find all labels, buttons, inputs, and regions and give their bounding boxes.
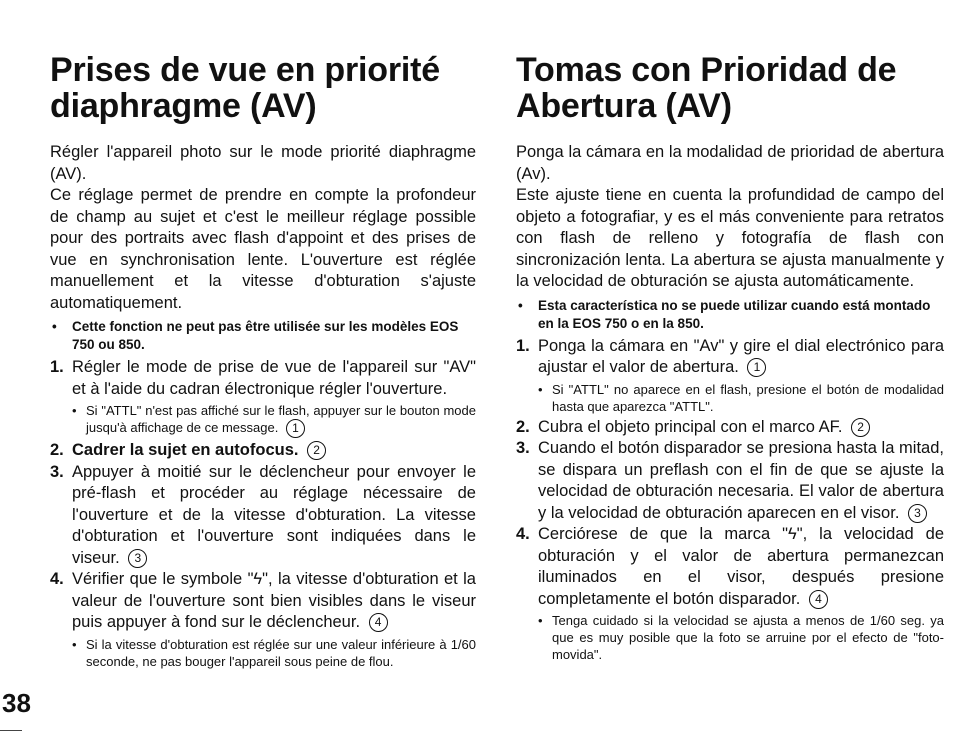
sub-text: Si la vitesse d'obturation est réglée sur une valeur inférieure à 1/60 seconde, ne pas bouger l'appareil sous peine de flou. (86, 636, 476, 669)
french-note-text: Cette fonction ne peut pas être utilisée sur les modèles EOS 750 ou 850. (72, 319, 459, 352)
french-intro: Régler l'appareil photo sur le mode priorité diaphragme (AV). (50, 143, 476, 183)
french-title-line1: Prises de vue en priorité (50, 51, 440, 89)
circled-number-icon: 3 (908, 504, 927, 523)
spanish-step-1-sub (516, 381, 944, 415)
circled-number-icon: 1 (747, 358, 766, 377)
bottom-rule (0, 730, 22, 731)
step-text: Appuyer à moitié sur le déclencheur pour envoyer le pré-flash et procéder au réglage nécessaire de l'ouverture et de la vitesse d'obturation. La vitesse d'obturation et l'ouverture sont indiquées dans le viseur. (72, 462, 476, 567)
french-title (50, 52, 476, 124)
circled-number-icon: 2 (851, 418, 870, 437)
french-step-4 (50, 569, 476, 634)
step-text: Cerciórese de que la marca "ϟ", la velocidad de obturación y el valor de abertura permanezcan iluminados en el visor, después presione completamente el botón disparador. (538, 525, 944, 608)
french-step-1-sub (50, 402, 476, 438)
spanish-note-text: Esta característica no se puede utilizar cuando está montado en la EOS 750 o en la 850. (538, 297, 931, 331)
step-text: Cubra el objeto principal con el marco AF. (538, 417, 843, 436)
spanish-step-4-sub (516, 612, 944, 663)
step-text: Cadrer la sujet en autofocus. (72, 441, 299, 460)
spanish-title-line1: Tomas con Prioridad de (516, 51, 897, 89)
spanish-column (516, 52, 944, 665)
spanish-note (516, 297, 944, 333)
sub-text: Si "ATTL" n'est pas affiché sur le flash, appuyer sur le bouton mode jusqu'à affichage de ce message. (86, 403, 476, 435)
step-number: 4. (50, 570, 64, 589)
bullet-icon: • (72, 636, 77, 652)
step-text: Vérifier que le symbole "ϟ", la vitesse d'obturation et la valeur de l'ouverture sont bien visibles dans le viseur puis appuyer à fond sur le déclencheur. (72, 570, 476, 632)
spanish-step-1 (516, 336, 944, 379)
bullet-icon: • (518, 297, 523, 313)
page-number: 38 (2, 688, 31, 718)
bullet-icon: • (538, 381, 543, 397)
french-paragraph: Ce réglage permet de prendre en compte la profondeur de champ au sujet et c'est le meilleur réglage possible pour des portraits avec flash d'appoint et des prises de vue en synchronisation lente. L'ouverture est réglée manuellement et la vitesse d'obturation s'ajuste automatiquement. (50, 186, 476, 312)
step-number: 1. (516, 336, 530, 355)
french-step-1 (50, 357, 476, 400)
step-number: 2. (50, 441, 64, 460)
sub-text: Tenga cuidado si la velocidad se ajusta a menos de 1/60 seg. ya que es muy posible que la foto se arruine por el efecto de "foto-movida". (552, 613, 944, 662)
circled-number-icon: 3 (128, 549, 147, 568)
circled-number-icon: 1 (286, 419, 305, 438)
spanish-intro: Ponga la cámara en la modalidad de prioridad de abertura (Av). (516, 143, 944, 183)
french-step-2 (50, 440, 476, 462)
step-text: Ponga la cámara en "Av" y gire el dial electrónico para ajustar el valor de abertura. (538, 336, 944, 376)
step-number: 1. (50, 358, 64, 376)
french-step-4-sub (50, 636, 476, 670)
spanish-title-line2: Abertura (AV) (516, 87, 732, 125)
spanish-title (516, 52, 944, 124)
bullet-icon: • (72, 403, 77, 418)
sub-text: Si "ATTL" no aparece en el flash, presione el botón de modalidad hasta que aparezca "ATTL". (552, 381, 944, 414)
step-number: 3. (516, 439, 530, 457)
step-text: Cuando el botón disparador se presiona hasta la mitad, se dispara un preflash con el fin de que se ajuste la velocidad de obturación necesaria. El valor de abertura y la velocidad de obturación aparecen en el visor. (538, 439, 944, 522)
french-column (50, 52, 476, 672)
spanish-paragraph: Este ajuste tiene en cuenta la profundidad de campo del objeto a fotografiar, y es el más conveniente para retratos con flash de relleno y fotografía de flash con sincronización lenta. La abertura se ajusta manualmente y la velocidad de obturación se ajusta automáticamente. (516, 186, 944, 290)
circled-number-icon: 2 (307, 441, 326, 460)
step-number: 4. (516, 525, 530, 543)
spanish-step-3 (516, 438, 944, 524)
spanish-step-4 (516, 524, 944, 610)
circled-number-icon: 4 (369, 613, 388, 632)
circled-number-icon: 4 (809, 590, 828, 609)
step-number: 3. (50, 462, 64, 481)
french-step-3 (50, 462, 476, 570)
bullet-icon: • (538, 613, 543, 628)
step-text: Régler le mode de prise de vue de l'appareil sur "AV" et à l'aide du cadran électronique régler l'ouverture. (72, 358, 476, 398)
french-note (50, 318, 476, 354)
french-title-line2: diaphragme (AV) (50, 87, 317, 125)
bullet-icon: • (52, 319, 57, 334)
step-number: 2. (516, 417, 530, 436)
spanish-step-2 (516, 417, 944, 439)
